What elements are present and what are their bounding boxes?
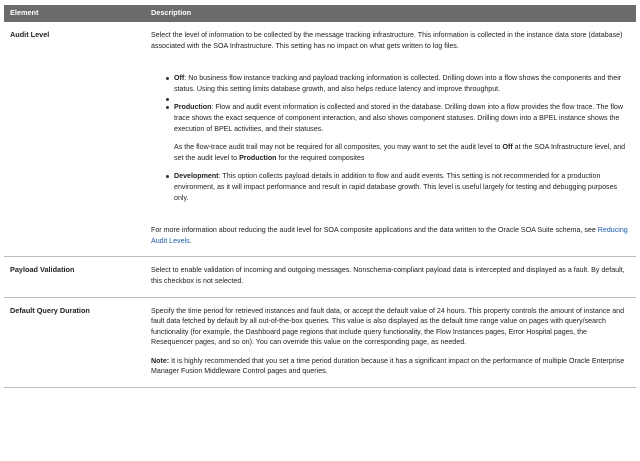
note-text-3: for the required composites: [276, 153, 365, 162]
audit-level-more-info: [151, 225, 630, 246]
option-production-term: Production: [174, 103, 212, 112]
table-row-default-query-duration: [4, 297, 636, 388]
element-payload-validation: Payload Validation: [4, 257, 145, 297]
list-item-production: [174, 102, 630, 134]
description-payload-validation: [145, 257, 636, 297]
table-row-payload-validation: [4, 257, 636, 297]
note-production-term: Production: [239, 153, 277, 162]
element-default-query-duration: Default Query Duration: [4, 297, 145, 388]
option-development-term: Development: [174, 172, 219, 181]
note-text-2: at the SOA Infrastructure level, and set the audit level to: [174, 143, 626, 162]
audit-level-options: [151, 73, 630, 134]
note-text: It is highly recommended that you set a time period duration because it has a significant impact on the performance of multiple Oracle Enterprise Manager Fusion Middleware Control pages and queries.: [151, 356, 625, 376]
header-description: Description: [145, 5, 636, 22]
option-off-text: : No business flow instance tracking and payload tracking information is collected. Drilling down into a flow shows the components and their status. Using this setting limits database growth, and also helps reduce latency and improve throughput.: [174, 74, 622, 93]
table-header-row: [4, 5, 636, 22]
list-item-off: [174, 73, 630, 94]
note-text-1: As the flow-trace audit trail may not be required for all composites, you may want to set the audit level to: [174, 143, 503, 152]
settings-reference-table: [4, 5, 636, 388]
element-audit-level: Audit Level: [4, 22, 145, 257]
default-query-duration-text: Specify the time period for retrieved instances and fault data, or accept the default value of 24 hours. This property controls the amount of instance and fault data fetched by default by all out-of-the-box queries. This value is also displayed as the default time range value on pages with query/search functionality (for example, the Dashboard page regions that include query functionality, the Flow Instances pages, Error Hospital pages, the Resequencer pages, and so on). You can override this value on the corresponding page, as needed.: [151, 306, 625, 347]
note-off-term: Off: [502, 143, 513, 152]
payload-validation-text: Select to enable validation of incoming and outgoing messages. Nonschema-compliant payload data is intercepted and displayed as a fault. By default, this checkbox is not selected.: [151, 266, 625, 285]
audit-level-intro: Select the level of information to be collected by the message tracking infrastructure. This information is collected in the instance data store (database) associated with the SOA Infrastructure. This setting has no impact on what gets written to log files.: [151, 31, 623, 50]
reducing-audit-levels-link[interactable]: Reducing Audit Levels: [151, 226, 628, 245]
audit-level-production-note: [151, 142, 630, 163]
option-production-text: : Flow and audit event information is collected and stored in the database. Drilling down into a flow provides the flow trace. The flow trace shows the exact sequence of component interaction, and also shows component statuses. Drilling down into a BPEL instance shows the execution of BPEL activities, and their statuses.: [174, 103, 623, 133]
table-row-audit-level: [4, 22, 636, 257]
list-item-development: [174, 171, 630, 203]
more-info-end: .: [189, 236, 192, 245]
option-development-text: : This option collects payload details in addition to flow and audit events. This setting is not recommended for a production environment, as it will impact performance and result in rapid database growth. This level is useful largely for testing and debugging purposes only.: [174, 172, 618, 202]
option-off-term: Off: [174, 74, 185, 83]
audit-level-options-2: [151, 171, 630, 203]
more-info-text: For more information about reducing the audit level for SOA composite applications and the data written to the Oracle SOA Suite schema, see: [151, 226, 598, 235]
note-label: Note:: [151, 356, 170, 365]
default-query-duration-note: [151, 356, 630, 377]
description-default-query-duration: [145, 297, 636, 388]
header-element: Element: [4, 5, 145, 22]
description-audit-level: [145, 22, 636, 257]
